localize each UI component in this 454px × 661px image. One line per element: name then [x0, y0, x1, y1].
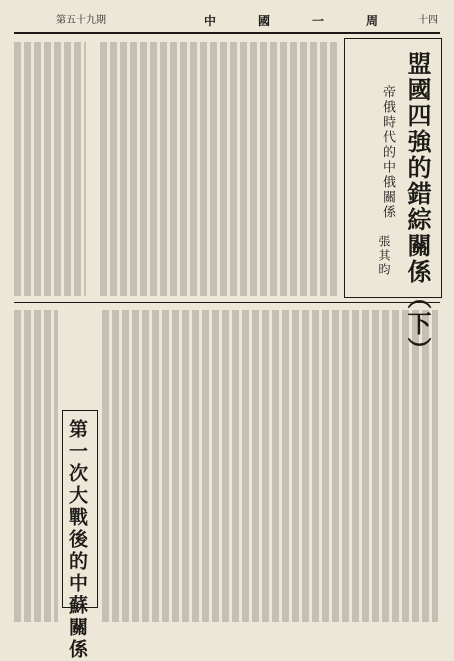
text-columns: [14, 310, 58, 622]
section-title-box: [62, 410, 98, 661]
upper-tier: [14, 38, 440, 363]
tier-divider: [14, 302, 440, 303]
text-columns: [100, 42, 338, 296]
text-columns: [14, 42, 86, 296]
header-rule: [14, 32, 440, 34]
page-number: 十四: [418, 15, 438, 26]
article-subtitle: 帝俄時代的中俄關係: [380, 85, 395, 220]
page-header: [14, 14, 440, 36]
article-title-box: [344, 38, 442, 363]
text-columns: [102, 310, 438, 622]
article-title: 盟國四強的錯綜關係（下）: [403, 51, 432, 363]
lower-tier: [14, 306, 440, 661]
section-title: 第一次大戰後的中蘇關係: [66, 419, 88, 661]
journal-title: 中國一周: [204, 14, 421, 28]
article-author: 張其昀: [377, 235, 391, 277]
issue-number: 第五十九期: [56, 15, 106, 26]
